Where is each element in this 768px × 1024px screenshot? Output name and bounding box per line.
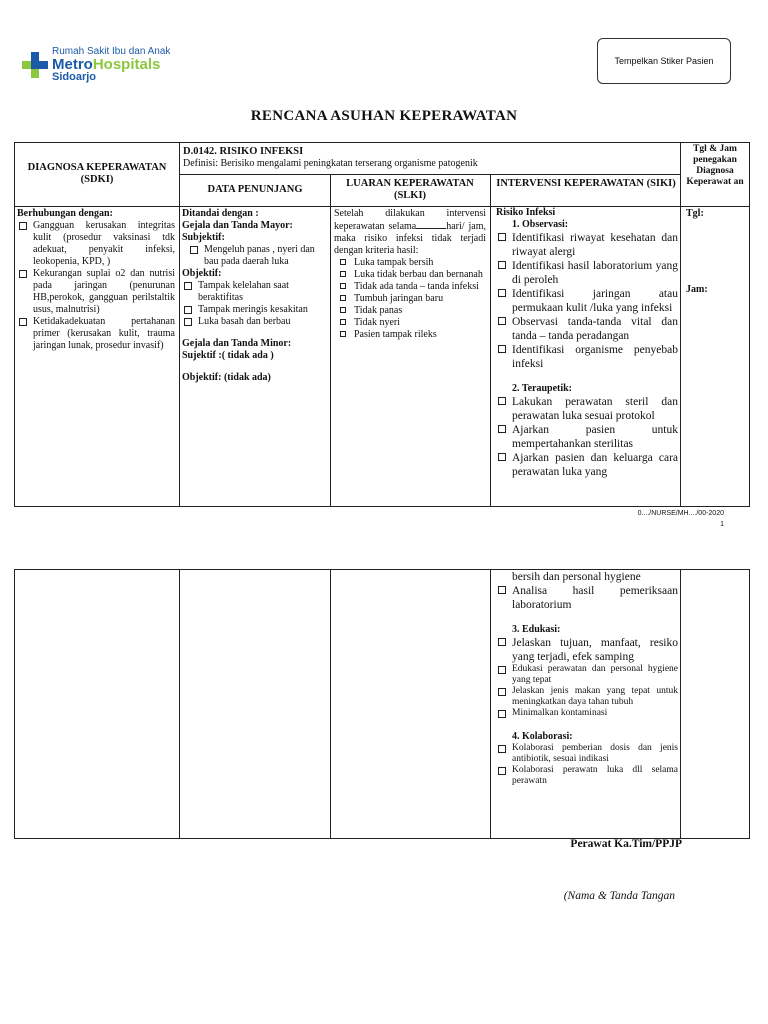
intervensi-item[interactable]: Analisa hasil pemeriksaan laboratorium xyxy=(496,584,678,612)
luaran-item[interactable]: Tidak nyeri xyxy=(338,317,486,329)
header-data-penunjang: DATA PENUNJANG xyxy=(207,184,303,195)
intervensi-item[interactable]: Identifikasi organisme penyebab infeksi xyxy=(496,343,678,371)
intervensi-item[interactable]: Kolaborasi perawatn luka dll selama perawatn xyxy=(496,765,678,787)
checkbox[interactable] xyxy=(498,688,506,696)
ditandai-label: Ditandai dengan : xyxy=(182,208,259,219)
luaran-intro: Setelah dilakukan intervensi keperawatan selama hari/ jam, maka risiko infeksi tidak terjadi dengan kriteria hasil: xyxy=(334,208,486,256)
intervensi-item[interactable]: Jelaskan tujuan, manfaat, resiko yang terjadi, efek samping xyxy=(496,636,678,664)
luaran-cell xyxy=(334,208,486,341)
intervensi-item[interactable]: Lakukan perawatan steril dan perawatan luka sesuai protokol xyxy=(496,395,678,423)
intervensi-item[interactable]: Identifikasi riwayat kesehatan dan riwayat alergi xyxy=(496,231,678,259)
checkbox[interactable] xyxy=(498,317,506,325)
logo-location: Sidoarjo xyxy=(52,71,97,83)
patient-sticker-box: Tempelkan Stiker Pasien xyxy=(597,38,731,84)
checkbox[interactable] xyxy=(340,283,346,289)
objektif-label: Objektif: xyxy=(182,268,222,279)
checkbox[interactable] xyxy=(498,453,506,461)
checkbox[interactable] xyxy=(190,246,198,254)
signature-name: (Nama & Tanda Tangan xyxy=(563,890,675,902)
checkbox[interactable] xyxy=(498,261,506,269)
checkbox[interactable] xyxy=(498,289,506,297)
minor-label: Gejala dan Tanda Minor: xyxy=(182,338,292,349)
checkbox[interactable] xyxy=(498,710,506,718)
checkbox[interactable] xyxy=(184,306,192,314)
header-tgl-jam: Tgl & Jam penegakan Diagnosa Keperawat an xyxy=(686,144,744,187)
intervensi-heading: Risiko Infeksi xyxy=(496,207,556,218)
checkbox[interactable] xyxy=(340,295,346,301)
luaran-item[interactable]: Pasien tampak rileks xyxy=(338,329,486,341)
logo-brand: MetroHospitals xyxy=(52,56,161,73)
diagnosa-item[interactable]: Ketidakadekuatan pertahanan primer (kerusakan kulit, trauma jaringan lunak, prosedur invasif) xyxy=(17,316,175,352)
diagnosa-heading: Berhubungan dengan: xyxy=(17,208,113,219)
minor-objektif: Objektif: (tidak ada) xyxy=(182,372,271,383)
jam-label: Jam: xyxy=(686,284,708,295)
signature-role: Perawat Ka.Tim/PPJP xyxy=(570,838,682,850)
subjektif-label: Subjektif: xyxy=(182,232,225,243)
intervensi-item[interactable]: Identifikasi hasil laboratorium yang di peroleh xyxy=(496,259,678,287)
checkbox[interactable] xyxy=(498,425,506,433)
checkbox[interactable] xyxy=(340,319,346,325)
checkbox[interactable] xyxy=(340,307,346,313)
data-item[interactable]: Mengeluh panas , nyeri dan bau pada daerah luka xyxy=(188,244,327,268)
intervensi-cell xyxy=(496,207,678,505)
intervensi-item[interactable]: Ajarkan pasien dan keluarga cara perawatan luka yang xyxy=(496,451,678,479)
luaran-item[interactable]: Luka tampak bersih xyxy=(338,257,486,269)
header-luaran: LUARAN KEPERAWATAN (SLKI) xyxy=(346,178,474,201)
hospital-cross-icon xyxy=(22,52,48,78)
luaran-item[interactable]: Tidak panas xyxy=(338,305,486,317)
minor-subjektif: Sujektif :( tidak ada ) xyxy=(182,350,274,361)
data-item[interactable]: Luka basah dan berbau xyxy=(182,316,327,328)
intervensi-item[interactable]: Ajarkan pasien untuk mempertahankan sterilitas xyxy=(496,423,678,451)
diagnosa-item[interactable]: Gangguan kerusakan integritas kulit (prosedur vaksinasi tdk adekuat, penyakit infeksi, leokopenia, KPD, ) xyxy=(17,220,175,268)
checkbox[interactable] xyxy=(498,666,506,674)
luaran-item[interactable]: Tumbuh jaringan baru xyxy=(338,293,486,305)
checkbox[interactable] xyxy=(498,345,506,353)
checkbox[interactable] xyxy=(340,259,346,265)
tgl-label: Tgl: xyxy=(686,208,704,219)
checkbox[interactable] xyxy=(498,397,506,405)
hospital-logo xyxy=(22,44,182,84)
document-code: 0..../NURSE/MH..../00-2020 xyxy=(637,510,724,517)
checkbox[interactable] xyxy=(340,331,346,337)
logo-line1: Rumah Sakit Ibu dan Anak xyxy=(52,46,171,57)
risk-title: D.0142. RISIKO INFEKSI xyxy=(183,146,304,157)
page-number: 1 xyxy=(720,521,724,528)
intervensi-item[interactable]: Jelaskan jenis makan yang tepat untuk meningkatkan daya tahan tubuh xyxy=(496,686,678,708)
checkbox[interactable] xyxy=(340,271,346,277)
intervensi-item[interactable]: Kolaborasi pemberian dosis dan jenis antibiotik, sesuai indikasi xyxy=(496,743,678,765)
header-diagnosa: DIAGNOSA KEPERAWATAN (SDKI) xyxy=(27,162,167,185)
intervensi-continued-text: bersih dan personal hygiene xyxy=(512,571,641,583)
mayor-label: Gejala dan Tanda Mayor: xyxy=(182,220,293,231)
checkbox[interactable] xyxy=(498,745,506,753)
intervensi-item[interactable]: Edukasi perawatan dan personal hygiene yang tepat xyxy=(496,664,678,686)
data-item[interactable]: Tampak kelelahan saat beraktifitas xyxy=(182,280,327,304)
checkbox[interactable] xyxy=(19,270,27,278)
checkbox[interactable] xyxy=(498,638,506,646)
edukasi-title: 3. Edukasi: xyxy=(512,624,561,635)
checkbox[interactable] xyxy=(184,318,192,326)
checkbox[interactable] xyxy=(19,318,27,326)
checkbox[interactable] xyxy=(498,586,506,594)
terapeutik-title: 2. Teraupetik: xyxy=(512,383,573,394)
checkbox[interactable] xyxy=(498,233,506,241)
data-item[interactable]: Tampak meringis kesakitan xyxy=(182,304,327,316)
page-title: RENCANA ASUHAN KEPERAWATAN xyxy=(250,108,518,124)
diagnosa-cell xyxy=(17,208,175,352)
checkbox[interactable] xyxy=(19,222,27,230)
intervensi-item[interactable]: Identifikasi jaringan atau permukaan kulit /luka yang infeksi xyxy=(496,287,678,315)
observasi-title: 1. Observasi: xyxy=(512,219,569,230)
header-intervensi: INTERVENSI KEPERAWATAN (SIKI) xyxy=(496,178,676,189)
luaran-item[interactable]: Tidak ada tanda – tanda infeksi xyxy=(338,281,486,293)
data-penunjang-cell xyxy=(182,208,327,384)
checkbox[interactable] xyxy=(498,767,506,775)
diagnosa-item[interactable]: Kekurangan suplai o2 dan nutrisi pada jaringan (penurunan HB,perokok, gangguan perilstaltik usus, malnutrisi) xyxy=(17,268,175,316)
intervensi-cell-continued xyxy=(496,570,678,787)
intervensi-item[interactable]: Minimalkan kontaminasi xyxy=(496,708,678,719)
risk-definition: Definisi: Berisiko mengalami peningkatan terserang organisme patogenik xyxy=(183,158,478,169)
checkbox[interactable] xyxy=(184,282,192,290)
kolaborasi-title: 4. Kolaborasi: xyxy=(512,731,573,742)
intervensi-item[interactable]: Observasi tanda-tanda vital dan tanda – tanda peradangan xyxy=(496,315,678,343)
luaran-item[interactable]: Luka tidak berbau dan bernanah xyxy=(338,269,486,281)
